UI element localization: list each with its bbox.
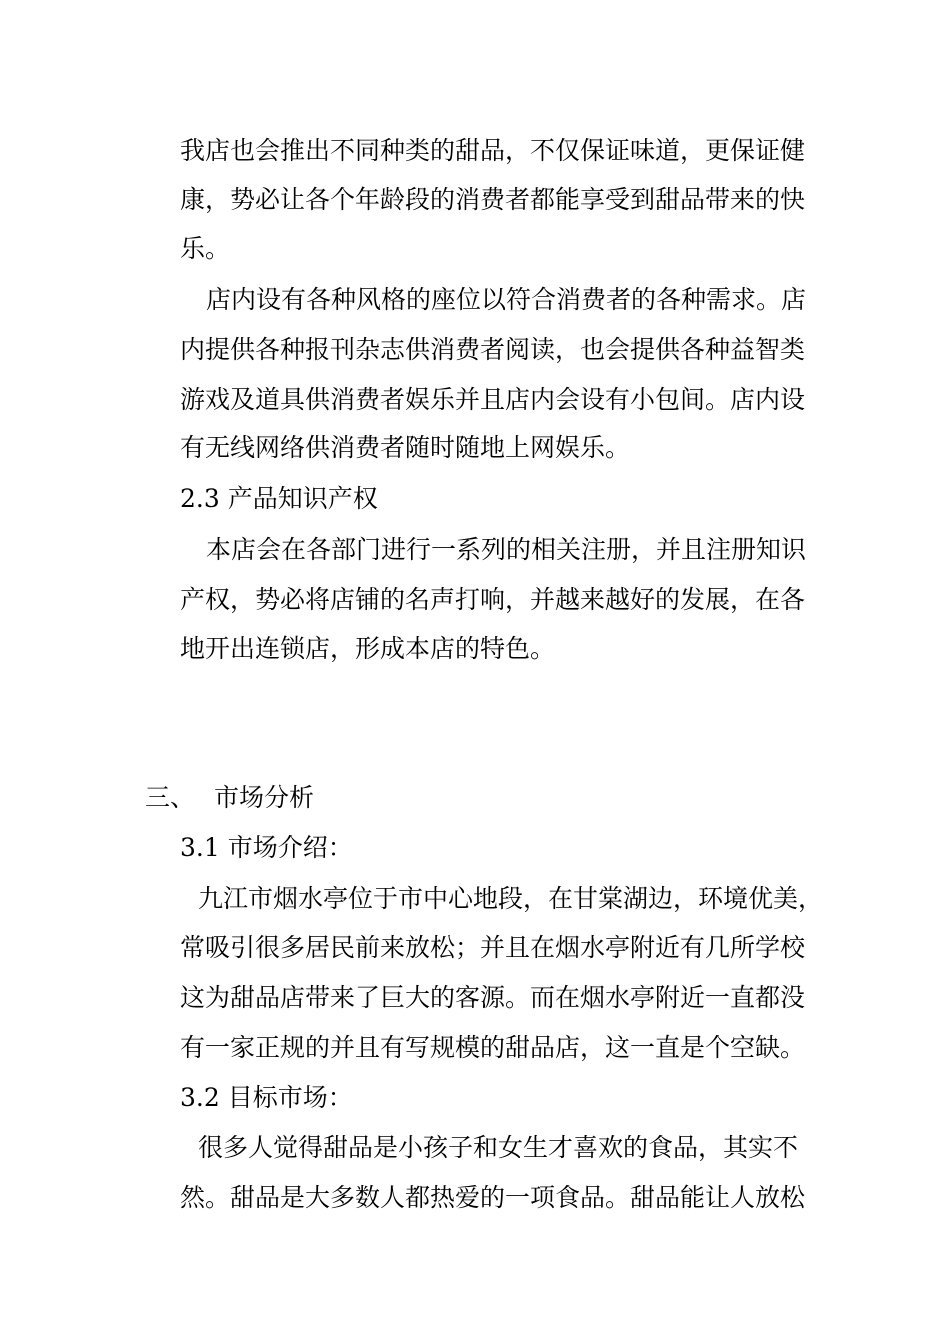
paragraph-line: 常吸引很多居民前来放松；并且在烟水亭附近有几所学校: [180, 933, 806, 962]
paragraph-line: 有无线网络供消费者随时随地上网娱乐。: [180, 433, 631, 462]
paragraph-line: 有一家正规的并且有写规模的甜品店，这一直是个空缺。: [180, 1033, 806, 1062]
section-number: 三、: [145, 783, 196, 812]
paragraph-line: 本店会在各部门进行一系列的相关注册，并且注册知识: [206, 535, 807, 564]
paragraph-line: 地开出连锁店，形成本店的特色。: [180, 634, 556, 663]
section-title: 市场分析: [214, 783, 315, 812]
paragraph-line: 我店也会推出不同种类的甜品，不仅保证味道，更保证健: [180, 136, 806, 165]
paragraph-line: 内提供各种报刊杂志供消费者阅读，也会提供各种益智类: [180, 335, 806, 364]
paragraph-line: 产权，势必将店铺的名声打响，并越来越好的发展，在各: [180, 585, 806, 614]
subsection-heading: 3.2 目标市场：: [180, 1083, 353, 1112]
paragraph-line: 这为甜品店带来了巨大的客源。而在烟水亭附近一直都没: [180, 983, 806, 1012]
paragraph-line: 然。甜品是大多数人都热爱的一项食品。甜品能让人放松: [180, 1183, 806, 1212]
paragraph-line: 康，势必让各个年龄段的消费者都能享受到甜品带来的快: [180, 185, 806, 214]
subsection-heading: 2.3 产品知识产权: [180, 484, 378, 513]
paragraph-line: 店内设有各种风格的座位以符合消费者的各种需求。店: [206, 285, 807, 314]
paragraph-line: 乐。: [180, 234, 231, 263]
paragraph-line: 很多人觉得甜品是小孩子和女生才喜欢的食品，其实不: [198, 1133, 799, 1162]
paragraph-line: 九江市烟水亭位于市中心地段，在甘棠湖边，环境优美，: [198, 884, 824, 913]
paragraph-line: 游戏及道具供消费者娱乐并且店内会设有小包间。店内设: [180, 385, 806, 414]
subsection-heading: 3.1 市场介绍：: [180, 833, 353, 862]
